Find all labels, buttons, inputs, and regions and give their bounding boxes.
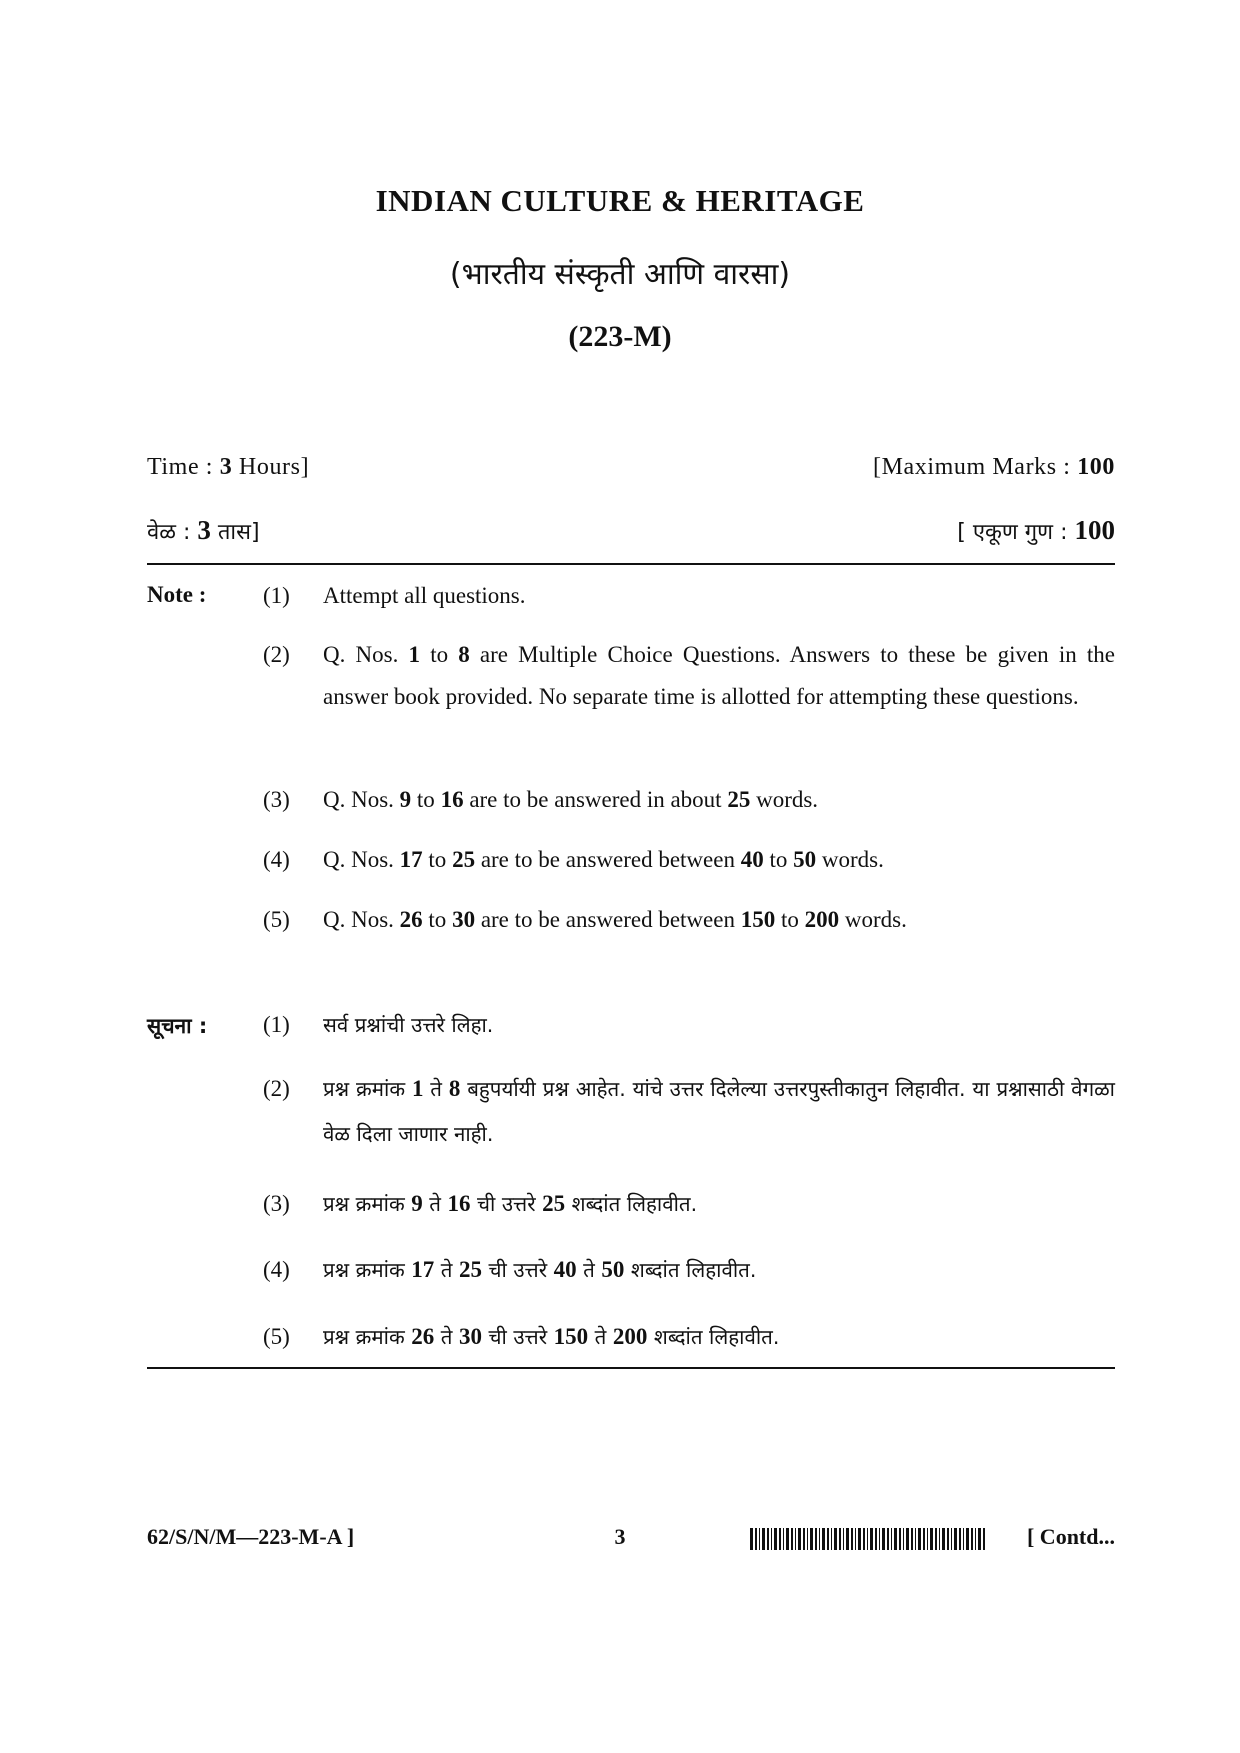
barcode-bar — [750, 1528, 753, 1550]
barcode-bar — [971, 1528, 973, 1550]
barcode-bar — [911, 1528, 913, 1550]
note-item-4: (4) Q. Nos. 17 to 25 are to be answered between 40 to 50 words. — [263, 847, 884, 872]
barcode-bar — [783, 1528, 784, 1550]
paper-code: (223-M) — [568, 320, 672, 353]
barcode-bar — [903, 1528, 904, 1550]
marks-english: [Maximum Marks : 100 — [872, 454, 1115, 480]
suchana-item-1: (1) सर्व प्रश्नांची उत्तरे लिहा. — [263, 1012, 494, 1037]
barcode-bar — [942, 1528, 945, 1550]
suchana-item-2: (2) प्रश्न क्रमांक 1 ते 8 बहुपर्यायी प्रश्न आहेत. यांचे उत्तर दिलेल्या उत्तरपुस्तीकातुन लिहावीत. या प्रश्नासाठी वेगळा वेळ दिला जाणार नाही. — [263, 1076, 1115, 1146]
barcode-bar — [810, 1528, 813, 1550]
note-label: Note : — [147, 582, 207, 607]
barcode-bar — [975, 1528, 976, 1550]
suchana-label: सूचना : — [147, 1014, 208, 1038]
barcode-bar — [822, 1528, 825, 1550]
barcode-bar — [815, 1528, 817, 1550]
barcode-bar — [983, 1528, 985, 1550]
barcode-bar — [851, 1528, 853, 1550]
suchana-item-5: (5) प्रश्न क्रमांक 26 ते 30 ची उत्तरे 150 ते 200 शब्दांत लिहावीत. — [263, 1324, 780, 1349]
bottom-divider — [147, 1367, 1115, 1369]
paper-title: INDIAN CULTURE & HERITAGE — [375, 183, 865, 218]
barcode-bar — [947, 1528, 949, 1550]
barcode-bar — [795, 1528, 796, 1550]
barcode-bar — [963, 1528, 964, 1550]
note-item-3: (3) Q. Nos. 9 to 16 are to be answered in about 25 words. — [263, 787, 819, 812]
barcode-bar — [959, 1528, 961, 1550]
barcode-bar — [762, 1528, 765, 1550]
barcode-bar — [875, 1528, 877, 1550]
footer-contd: [ Contd... — [1026, 1524, 1115, 1549]
barcode-bar — [855, 1528, 856, 1550]
barcode-bar — [786, 1528, 789, 1550]
marks-marathi: [ एकूण गुण : 100 — [957, 515, 1115, 545]
barcode-bar — [915, 1528, 916, 1550]
barcode-bar — [834, 1528, 837, 1550]
barcode-bar — [882, 1528, 885, 1550]
barcode-bar — [935, 1528, 937, 1550]
barcode-bar — [930, 1528, 933, 1550]
note-item-2: (2) Q. Nos. 1 to 8 are Multiple Choice Questions. Answers to these be given in the answer book provided. No separate time is allotted for attempting these questions. — [263, 642, 1115, 709]
barcode-bar — [839, 1528, 841, 1550]
barcode-bar — [918, 1528, 921, 1550]
barcode-bar — [978, 1528, 981, 1550]
barcode-bar — [891, 1528, 892, 1550]
barcode-bar — [906, 1528, 909, 1550]
barcode-bar — [798, 1528, 801, 1550]
barcode-bar — [870, 1528, 873, 1550]
barcode-bar — [771, 1528, 772, 1550]
barcode-bar — [966, 1528, 969, 1550]
barcode-bar — [858, 1528, 861, 1550]
barcode-bar — [827, 1528, 829, 1550]
barcode-bar — [767, 1528, 769, 1550]
barcode-bar — [867, 1528, 868, 1550]
barcode-bar — [894, 1528, 897, 1550]
barcode-bar — [774, 1528, 777, 1550]
barcode-bar — [831, 1528, 832, 1550]
barcode-bar — [759, 1528, 760, 1550]
barcode-bar — [863, 1528, 865, 1550]
barcode-bar — [819, 1528, 820, 1550]
barcode-bar — [923, 1528, 925, 1550]
barcode-bar — [846, 1528, 849, 1550]
paper-subtitle-marathi: (भारतीय संस्कृती आणि वारसा) — [449, 257, 791, 292]
barcode-bar — [779, 1528, 781, 1550]
barcode-image — [750, 1528, 986, 1550]
top-divider — [147, 563, 1115, 565]
barcode-bar — [887, 1528, 889, 1550]
suchana-item-4: (4) प्रश्न क्रमांक 17 ते 25 ची उत्तरे 40 ते 50 शब्दांत लिहावीत. — [263, 1257, 757, 1282]
barcode-bar — [879, 1528, 880, 1550]
barcode-bar — [927, 1528, 928, 1550]
time-english: Time : 3 Hours] — [147, 454, 310, 480]
barcode-bar — [954, 1528, 957, 1550]
page-number: 3 — [614, 1524, 626, 1549]
barcode-bar — [951, 1528, 952, 1550]
barcode-bar — [843, 1528, 844, 1550]
note-item-1: (1) Attempt all questions. — [263, 583, 526, 608]
note-item-5: (5) Q. Nos. 26 to 30 are to be answered between 150 to 200 words. — [263, 907, 907, 932]
barcode-bar — [899, 1528, 901, 1550]
suchana-item-3: (3) प्रश्न क्रमांक 9 ते 16 ची उत्तरे 25 शब्दांत लिहावीत. — [263, 1191, 698, 1216]
barcode-bar — [803, 1528, 805, 1550]
time-marathi: वेळ : 3 तास] — [147, 515, 260, 545]
barcode-bar — [755, 1528, 757, 1550]
barcode-bar — [807, 1528, 808, 1550]
barcode-bar — [939, 1528, 940, 1550]
barcode-bar — [791, 1528, 793, 1550]
footer-paper-code: 62/S/N/M—223-M-A ] — [147, 1524, 355, 1549]
